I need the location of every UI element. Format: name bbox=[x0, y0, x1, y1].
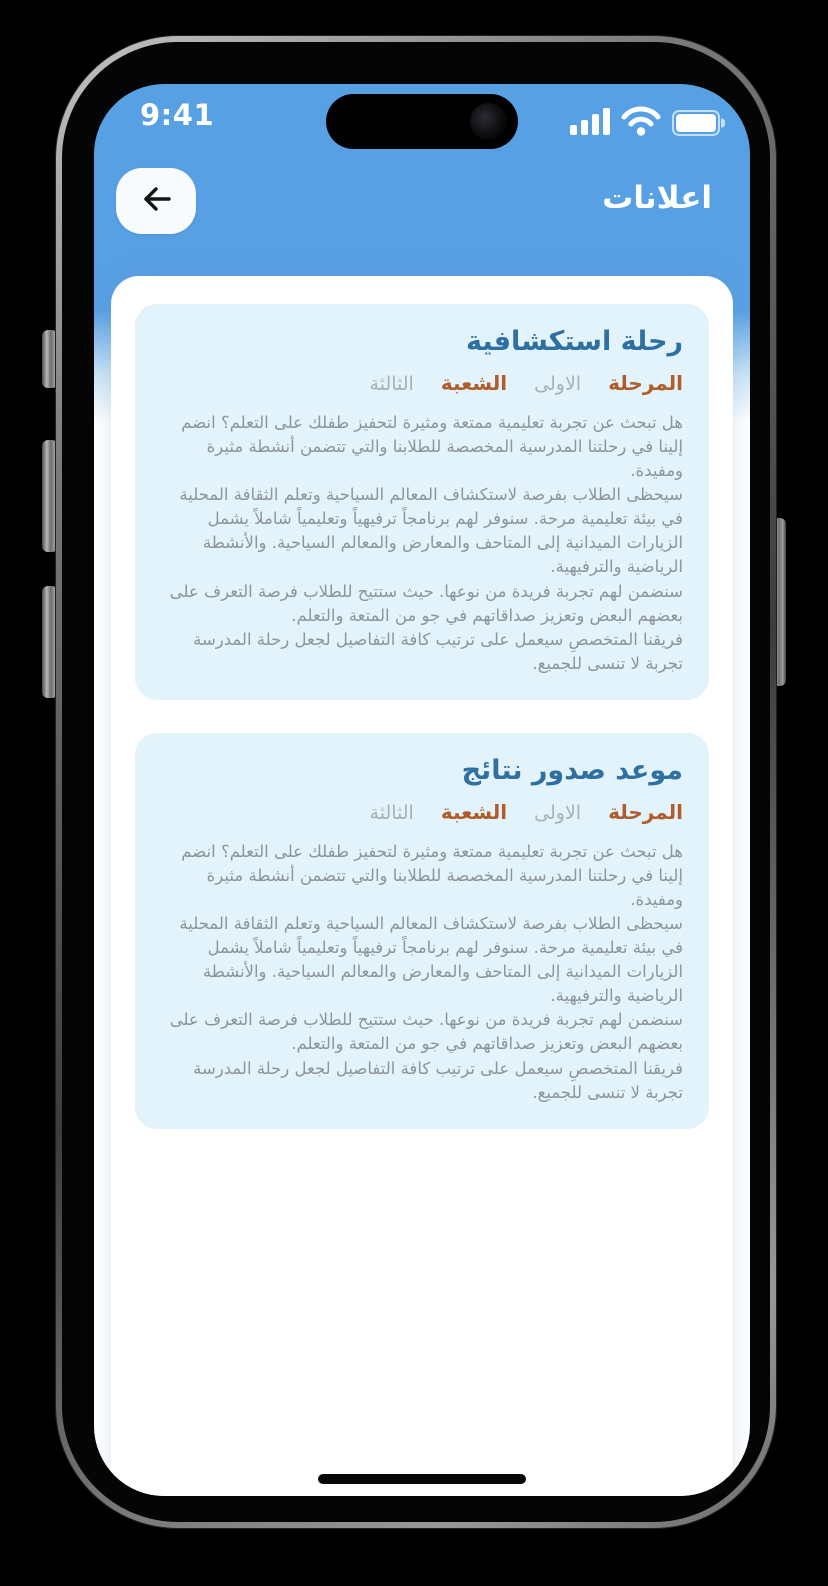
back-button[interactable] bbox=[116, 168, 196, 234]
stage-value: الاولى bbox=[534, 801, 582, 824]
content-sheet[interactable] bbox=[111, 276, 733, 1496]
section-label: الشعبة bbox=[440, 371, 508, 395]
body-paragraph: سنضمن لهم تجربة فريدة من نوعها. حيث ستتيح للطلاب فرصة التعرف على بعضهم البعض وتعزيز صداقاتهم في جو من المتعة والتعلم. bbox=[169, 581, 683, 625]
stage-label: المرحلة bbox=[608, 799, 683, 824]
section-value: الثالثة bbox=[369, 801, 414, 824]
meta-row bbox=[161, 800, 683, 824]
section-value: الثالثة bbox=[369, 373, 414, 395]
body-paragraph: فريقنا المتخصصِ سيعمل على ترتيب كافة التفاصيل لجعل رحلة المدرسة تجربة لا تنسى للجميع. bbox=[193, 1058, 683, 1102]
announcement-card[interactable] bbox=[135, 733, 709, 1129]
body-paragraph: سيحظى الطلاب بفرصة لاستكشاف المعالم السياحية وتعلم الثقافة المحلية في بيئة تعليمية مرحة. سنوفر لهم برنامجاً ترفيهياً وتعليمياً شاملاً يشمل الزيارات الميدانية إلى المتاحف والمعارض والمعالم السياحية. والأنشطة الرياضية والترفيهية. bbox=[179, 485, 683, 577]
card-title: موعد صدور نتائج bbox=[461, 754, 683, 786]
wifi-icon bbox=[621, 106, 661, 140]
stage-label: المرحلة bbox=[608, 371, 683, 395]
body-paragraph: سنضمن لهم تجربة فريدة من نوعها. حيث ستتيح للطلاب فرصة التعرف على بعضهم البعض وتعزيز صداقاتهم في جو من المتعة والتعلم. bbox=[169, 1010, 683, 1054]
card-body bbox=[161, 840, 683, 1105]
page-title: اعلانات bbox=[602, 180, 712, 216]
meta-row bbox=[161, 371, 683, 395]
card-body bbox=[161, 411, 683, 676]
phone-frame bbox=[56, 36, 776, 1528]
body-paragraph: سيحظى الطلاب بفرصة لاستكشاف المعالم السياحية وتعلم الثقافة المحلية في بيئة تعليمية مرحة. سنوفر لهم برنامجاً ترفيهياً وتعليمياً شاملاً يشمل الزيارات الميدانية إلى المتاحف والمعارض والمعالم السياحية. والأنشطة الرياضية والترفيهية. bbox=[179, 914, 683, 1006]
announcement-card[interactable] bbox=[135, 304, 709, 700]
back-arrow-icon bbox=[136, 179, 176, 223]
body-paragraph: فريقنا المتخصصِ سيعمل على ترتيب كافة التفاصيل لجعل رحلة المدرسة تجربة لا تنسى للجميع. bbox=[193, 629, 683, 673]
card-title: رحلة استكشافية bbox=[465, 326, 683, 357]
screen bbox=[94, 84, 750, 1496]
body-paragraph: هل تبحث عن تجربة تعليمية ممتعة ومثيرة لتحفيز طفلك على التعلم؟ انضم إلينا في رحلتنا المدرسية المخصصة للطلابنا والتي تتضمن أنشطة مثيرة ومفيدة. bbox=[181, 841, 683, 910]
battery-icon bbox=[672, 110, 720, 136]
section-label: الشعبة bbox=[440, 799, 508, 824]
dynamic-island bbox=[326, 94, 518, 149]
status-bar bbox=[94, 84, 750, 148]
camera-icon bbox=[470, 103, 507, 140]
cellular-signal-icon bbox=[570, 107, 610, 139]
status-time: 9:41 bbox=[140, 98, 215, 132]
nav-bar bbox=[94, 168, 750, 238]
phone-bezel bbox=[62, 42, 770, 1522]
body-paragraph: هل تبحث عن تجربة تعليمية ممتعة ومثيرة لتحفيز طفلك على التعلم؟ انضم إلينا في رحلتنا المدرسية المخصصة للطلابنا والتي تتضمن أنشطة مثيرة ومفيدة. bbox=[181, 413, 683, 481]
home-indicator[interactable] bbox=[318, 1474, 526, 1484]
stage-value: الاولى bbox=[534, 373, 582, 395]
